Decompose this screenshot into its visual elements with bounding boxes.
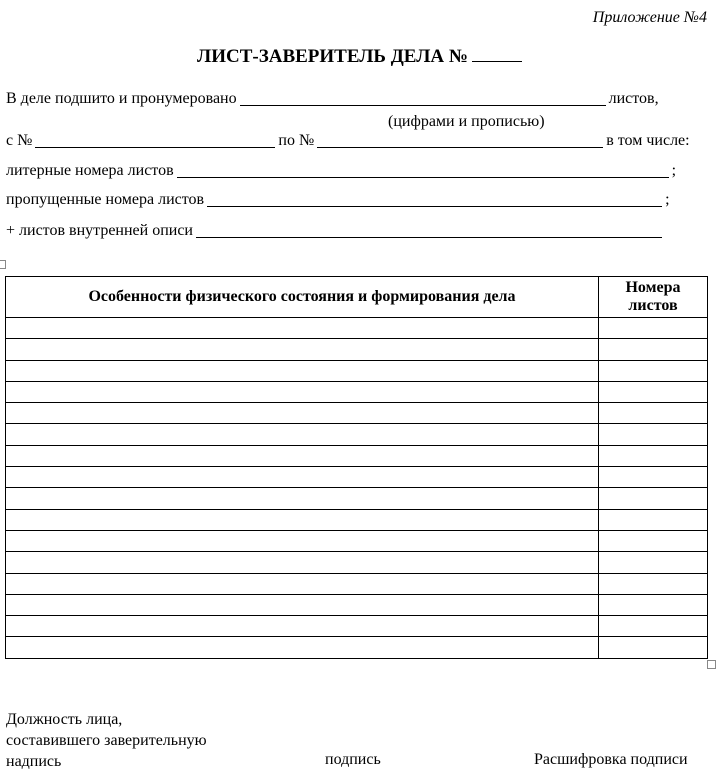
sheet-numbers-cell[interactable] <box>599 488 708 509</box>
table-row <box>6 339 708 360</box>
table-row <box>6 488 708 509</box>
sheet-numbers-cell[interactable] <box>599 594 708 615</box>
condition-cell[interactable] <box>6 381 599 402</box>
table-row <box>6 530 708 551</box>
condition-cell[interactable] <box>6 573 599 594</box>
appendix-label: Приложение №4 <box>592 9 707 26</box>
sheet-numbers-cell[interactable] <box>599 318 708 339</box>
sheet-numbers-cell[interactable] <box>599 467 708 488</box>
to-label: по № <box>278 132 315 149</box>
sheet-numbers-cell[interactable] <box>599 530 708 551</box>
case-number-field[interactable] <box>472 43 522 62</box>
from-label: с № <box>6 132 33 149</box>
condition-cell[interactable] <box>6 616 599 637</box>
position-label <box>6 709 207 772</box>
sewn-label: В деле подшито и пронумеровано <box>6 90 237 107</box>
position-line-3: надпись <box>6 753 62 770</box>
table-row <box>6 467 708 488</box>
missed-numbers-field[interactable] <box>207 190 662 207</box>
header-sheet-numbers <box>599 277 708 318</box>
condition-cell[interactable] <box>6 637 599 658</box>
header-sheet-numbers-text: Номера листов <box>625 279 681 314</box>
sheet-count-field[interactable] <box>240 89 606 106</box>
condition-cell[interactable] <box>6 339 599 360</box>
letter-numbers-field[interactable] <box>177 161 669 178</box>
inventory-field[interactable] <box>196 221 662 238</box>
header-condition: Особенности физического состояния и формирования дела <box>6 277 599 318</box>
condition-cell[interactable] <box>6 509 599 530</box>
table-resize-icon[interactable] <box>707 660 716 669</box>
table-row <box>6 424 708 445</box>
sheet-numbers-cell[interactable] <box>599 381 708 402</box>
decoding-label: Расшифровка подписи <box>534 751 688 768</box>
table-header-row <box>6 277 708 318</box>
from-number-field[interactable] <box>35 131 275 148</box>
condition-cell[interactable] <box>6 594 599 615</box>
sheet-numbers-cell[interactable] <box>599 339 708 360</box>
condition-cell[interactable] <box>6 424 599 445</box>
missed-numbers-label: пропущенные номера листов <box>6 191 205 208</box>
title-text: ЛИСТ-ЗАВЕРИТЕЛЬ ДЕЛА № <box>197 46 468 67</box>
missed-numbers-line <box>6 187 670 209</box>
table-row <box>6 616 708 637</box>
condition-cell[interactable] <box>6 552 599 573</box>
table-row <box>6 573 708 594</box>
position-line-1: Должность лица, <box>6 711 123 728</box>
sheet-numbers-cell[interactable] <box>599 424 708 445</box>
condition-cell[interactable] <box>6 467 599 488</box>
table-row <box>6 509 708 530</box>
sheet-numbers-cell[interactable] <box>599 360 708 381</box>
table-row <box>6 403 708 424</box>
inventory-line <box>6 218 665 240</box>
table-row <box>6 445 708 466</box>
sewn-line <box>6 86 659 108</box>
letter-numbers-semicolon: ; <box>671 162 677 179</box>
condition-table <box>5 276 708 659</box>
sewn-hint: (цифрами и прописью) <box>388 113 545 130</box>
range-line <box>6 128 690 150</box>
condition-cell[interactable] <box>6 445 599 466</box>
table-row <box>6 552 708 573</box>
sheet-numbers-cell[interactable] <box>599 445 708 466</box>
condition-cell[interactable] <box>6 488 599 509</box>
page-title <box>0 43 719 68</box>
sheet-numbers-cell[interactable] <box>599 552 708 573</box>
position-line-2: составившего заверительную <box>6 732 207 749</box>
letter-numbers-line <box>6 158 676 180</box>
sheet-numbers-cell[interactable] <box>599 637 708 658</box>
table-row <box>6 318 708 339</box>
sheet-numbers-cell[interactable] <box>599 403 708 424</box>
condition-cell[interactable] <box>6 318 599 339</box>
to-number-field[interactable] <box>317 131 603 148</box>
table-row <box>6 360 708 381</box>
condition-cell[interactable] <box>6 403 599 424</box>
table-row <box>6 594 708 615</box>
sheet-numbers-cell[interactable] <box>599 573 708 594</box>
condition-cell[interactable] <box>6 360 599 381</box>
sheets-suffix: листов, <box>608 90 659 107</box>
including-label: в том числе: <box>606 132 690 149</box>
sheet-numbers-cell[interactable] <box>599 616 708 637</box>
missed-numbers-semicolon: ; <box>665 191 670 208</box>
signature-label: подпись <box>325 751 381 768</box>
condition-cell[interactable] <box>6 530 599 551</box>
letter-numbers-label: литерные номера листов <box>6 162 174 179</box>
table-anchor-icon[interactable] <box>0 260 6 269</box>
inventory-label: + листов внутренней описи <box>6 222 193 239</box>
table-row <box>6 637 708 658</box>
sheet-numbers-cell[interactable] <box>599 509 708 530</box>
table-row <box>6 381 708 402</box>
